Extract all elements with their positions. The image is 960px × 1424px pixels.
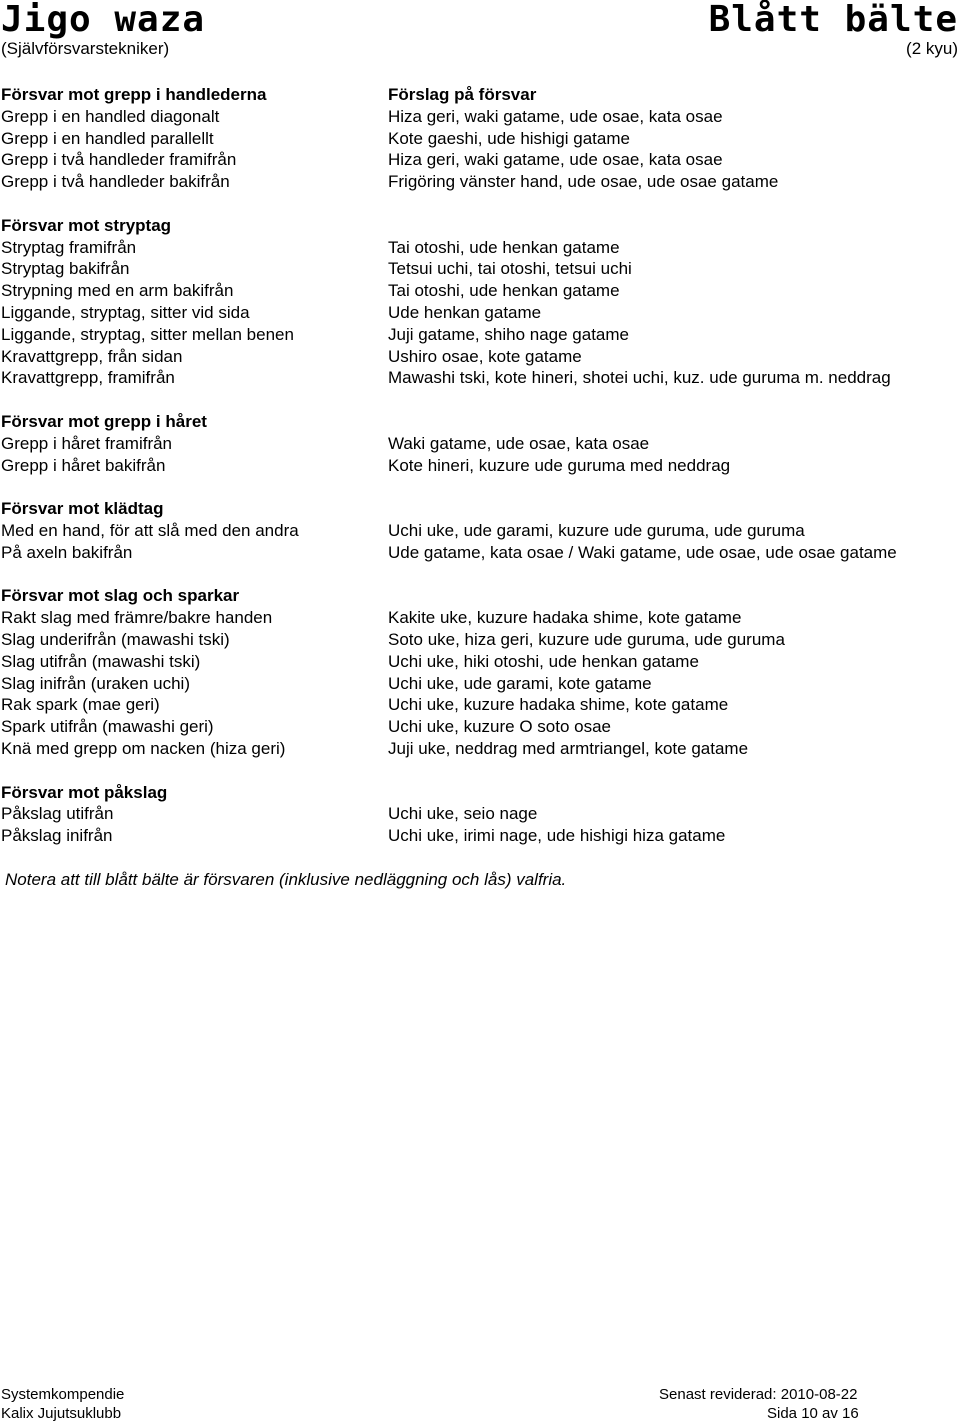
attack-item: Liggande, stryptag, sitter mellan benen (1, 324, 294, 344)
footer-compendium: Systemkompendie (1, 1386, 125, 1403)
attack-item: Stryptag framifrån (1, 237, 137, 257)
attack-section (1, 498, 381, 563)
heading-spacer (388, 585, 958, 607)
attack-item: Påkslag inifrån (1, 826, 113, 846)
document-subtitle: (Självförsvarstekniker) (1, 39, 170, 58)
defense-item: Frigöring vänster hand, ude osae, ude osae gatame (388, 172, 779, 192)
attack-item: Strypning med en arm bakifrån (1, 281, 234, 301)
attack-section (1, 84, 381, 193)
heading-spacer (388, 215, 958, 237)
attack-section (1, 411, 381, 476)
attack-item: Kravattgrepp, framifrån (1, 368, 175, 388)
attack-item: Rak spark (mae geri) (1, 695, 160, 715)
defense-item: Mawashi tski, kote hineri, shotei uchi, kuz. ude guruma m. neddrag (388, 368, 891, 388)
attack-item: Rakt slag med främre/bakre handen (1, 608, 273, 628)
heading-spacer (388, 782, 958, 804)
defense-item: Uchi uke, kuzure O soto osae (388, 717, 612, 737)
section-heading: Försvar mot slag och sparkar (1, 586, 240, 606)
defense-item: Juji gatame, shiho nage gatame (388, 324, 629, 344)
attack-item: Grepp i håret bakifrån (1, 455, 166, 475)
defense-item: Uchi uke, seio nage (388, 804, 538, 824)
attack-item: Kravattgrepp, från sidan (1, 346, 183, 366)
section-heading: Försvar mot grepp i handlederna (1, 85, 267, 104)
defense-item: Kote gaeshi, ude hishigi gatame (388, 128, 630, 148)
attack-item: Grepp i håret framifrån (1, 433, 173, 453)
belt-title: Blått bälte (708, 0, 958, 40)
defense-item: Hiza geri, waki gatame, ude osae, kata osae (388, 106, 723, 126)
footer-page-number: Sida 10 av 16 (767, 1405, 859, 1422)
attack-item: Spark utifrån (mawashi geri) (1, 717, 214, 737)
defense-item: Waki gatame, ude osae, kata osae (388, 433, 650, 453)
defense-section (388, 215, 958, 389)
defense-item: Hiza geri, waki gatame, ude osae, kata osae (388, 150, 723, 170)
footer-revision-date: Senast reviderad: 2010-08-22 (659, 1386, 858, 1403)
attack-section (1, 215, 381, 389)
attack-section (1, 782, 381, 847)
defense-item: Kakite uke, kuzure hadaka shime, kote gatame (388, 608, 742, 628)
defense-section (388, 411, 958, 476)
section-heading: Försvar mot påkslag (1, 782, 168, 802)
attack-item: Liggande, stryptag, sitter vid sida (1, 302, 250, 322)
attack-item: Grepp i en handled diagonalt (1, 106, 220, 126)
heading-spacer (388, 498, 958, 520)
defense-item: Tai otoshi, ude henkan gatame (388, 281, 620, 301)
footnote: Notera att till blått bälte är försvaren (inklusive nedläggning och lås) valfria. (5, 870, 567, 889)
defense-item: Uchi uke, ude garami, kote gatame (388, 673, 652, 693)
attack-item: Med en hand, för att slå med den andra (1, 520, 299, 540)
defense-item: Uchi uke, irimi nage, ude hishigi hiza gatame (388, 826, 726, 846)
attack-item: Stryptag bakifrån (1, 259, 130, 279)
defense-item: Kote hineri, kuzure ude guruma med neddrag (388, 455, 731, 475)
defense-section (388, 498, 958, 563)
attack-item: Slag utifrån (mawashi tski) (1, 651, 201, 671)
defense-section (388, 782, 958, 847)
defense-heading: Förslag på försvar (388, 85, 537, 104)
attack-item: Slag inifrån (uraken uchi) (1, 673, 190, 693)
section-heading: Försvar mot grepp i håret (1, 411, 207, 431)
defense-item: Uchi uke, ude garami, kuzure ude guruma, ude guruma (388, 520, 805, 540)
defense-item: Ude henkan gatame (388, 302, 542, 322)
attack-item: På axeln bakifrån (1, 542, 133, 562)
defense-list-column (388, 84, 958, 869)
document-title: Jigo waza (1, 0, 206, 40)
defense-item: Ude gatame, kata osae / Waki gatame, ude osae, ude osae gatame (388, 542, 897, 562)
attack-list-column (1, 84, 381, 869)
belt-grade: (2 kyu) (906, 39, 958, 58)
defense-section (388, 84, 958, 193)
section-heading: Försvar mot klädtag (1, 499, 164, 519)
defense-section (388, 585, 958, 759)
attack-section (1, 585, 381, 759)
defense-item: Uchi uke, hiki otoshi, ude henkan gatame (388, 651, 699, 671)
attack-item: Grepp i två handleder bakifrån (1, 172, 230, 192)
section-heading: Försvar mot stryptag (1, 215, 172, 235)
defense-item: Ushiro osae, kote gatame (388, 346, 582, 366)
attack-item: Slag underifrån (mawashi tski) (1, 629, 230, 649)
attack-item: Grepp i två handleder framifrån (1, 150, 237, 170)
defense-item: Soto uke, hiza geri, kuzure ude guruma, ude guruma (388, 629, 785, 649)
attack-item: Knä med grepp om nacken (hiza geri) (1, 738, 286, 758)
defense-item: Tai otoshi, ude henkan gatame (388, 237, 620, 257)
heading-spacer (388, 411, 958, 433)
attack-item: Grepp i en handled parallellt (1, 128, 214, 148)
attack-item: Påkslag utifrån (1, 804, 114, 824)
defense-item: Tetsui uchi, tai otoshi, tetsui uchi (388, 259, 632, 279)
defense-item: Uchi uke, kuzure hadaka shime, kote gatame (388, 695, 729, 715)
footer-club: Kalix Jujutsuklubb (1, 1405, 122, 1422)
defense-item: Juji uke, neddrag med armtriangel, kote gatame (388, 738, 749, 758)
